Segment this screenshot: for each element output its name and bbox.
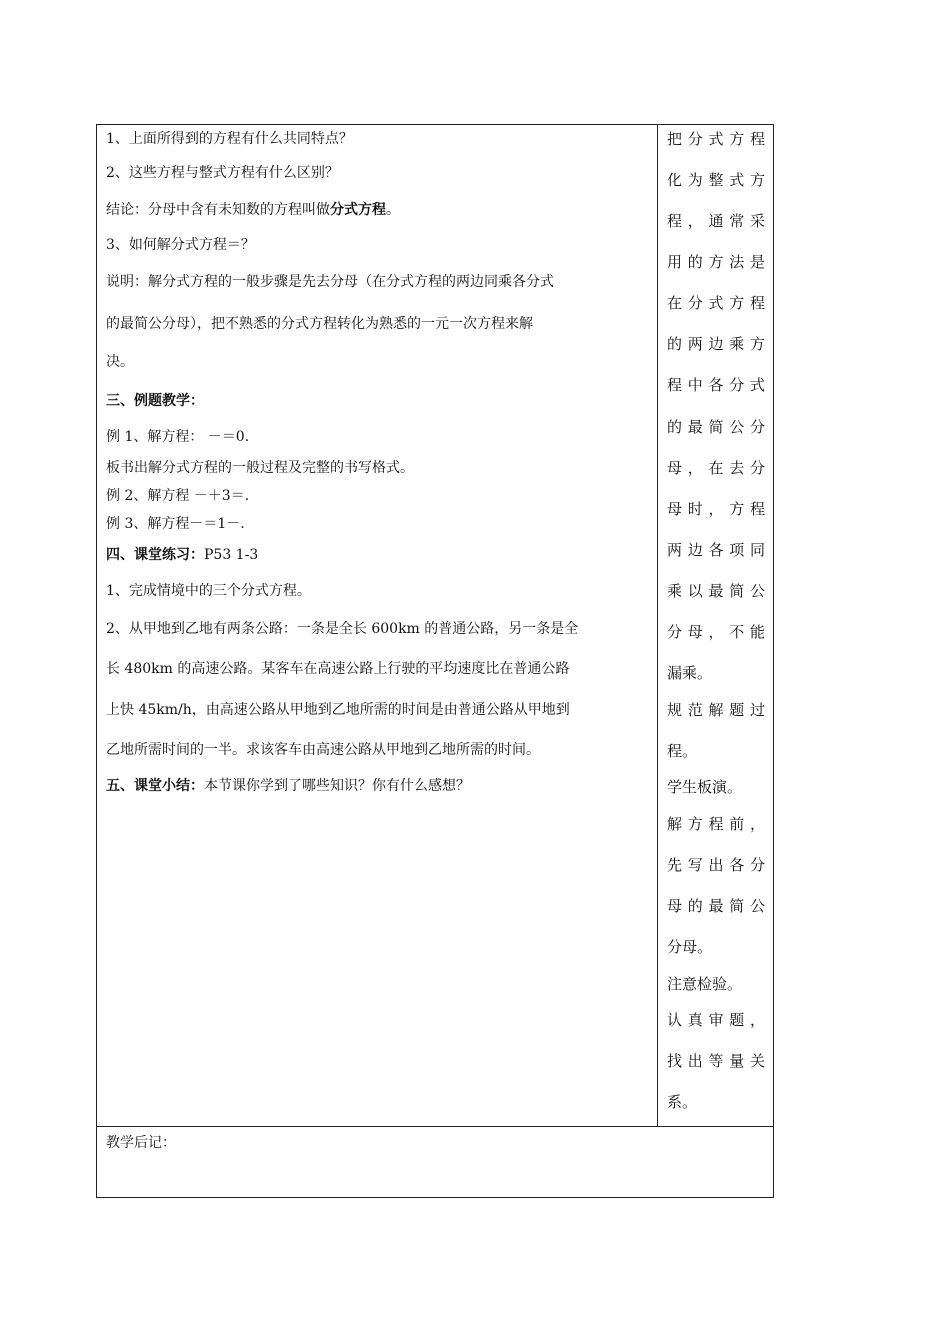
example-1: 例 1、解方程： －＝0. <box>106 429 250 445</box>
side-line: 程，通常采 <box>667 212 765 230</box>
side-line: 两边各项同 <box>667 541 765 559</box>
side-line: 把分式方程 <box>667 130 765 148</box>
side-line: 的两边乘方 <box>667 335 765 353</box>
section-5-heading: 五、课堂小结：本节课你学到了哪些知识？你有什么感想？ <box>106 778 470 794</box>
side-line: 先写出各分 <box>667 856 765 874</box>
side-line: 分母，不能 <box>667 623 765 641</box>
side-line: 母时，方程 <box>667 500 765 518</box>
question-2: 2、这些方程与整式方程有什么区别？ <box>106 165 339 181</box>
side-line: 在分式方程 <box>667 294 765 312</box>
section-4-heading: 四、课堂练习：P53 1-3 <box>106 547 259 563</box>
question-3: 3、如何解分式方程＝？ <box>106 237 255 253</box>
practice-2-line-2: 长 480km 的高速公路。某客车在高速公路上行驶的平均速度比在普通公路 <box>106 661 570 677</box>
side-line: 学生板演。 <box>667 778 743 796</box>
side-notes-cell <box>658 125 773 1126</box>
conclusion: 结论：分母中含有未知数的方程叫做分式方程。 <box>106 202 400 218</box>
side-line: 漏乘。 <box>667 664 713 682</box>
side-line: 程。 <box>667 742 698 760</box>
lesson-table <box>96 124 774 1198</box>
note-line-3: 决。 <box>106 354 134 370</box>
side-line: 找出等量关 <box>667 1052 765 1070</box>
side-line: 分母。 <box>667 938 713 956</box>
question-1: 1、上面所得到的方程有什么共同特点？ <box>106 131 353 147</box>
section-3-heading: 三、例题教学： <box>106 393 204 409</box>
side-line: 系。 <box>667 1093 698 1111</box>
side-line: 母，在去分 <box>667 459 765 477</box>
practice-2-line-3: 上快 45km/h，由高速公路从甲地到乙地所需的时间是由普通公路从甲地到 <box>106 702 570 718</box>
example-1-note: 板书出解分式方程的一般过程及完整的书写格式。 <box>106 460 414 476</box>
side-line: 认真审题， <box>667 1011 765 1029</box>
side-line: 程中各分式 <box>667 376 765 394</box>
side-line: 用的方法是 <box>667 253 765 271</box>
example-3: 例 3、解方程－＝1－. <box>106 516 245 532</box>
teaching-reflection-label: 教学后记： <box>106 1135 176 1151</box>
side-line: 解方程前， <box>667 815 765 833</box>
side-line: 化为整式方 <box>667 171 765 189</box>
main-content-cell <box>97 125 658 1126</box>
note-line-2: 的最简公分母），把不熟悉的分式方程转化为熟悉的一元一次方程来解 <box>106 316 533 332</box>
teaching-reflection-cell <box>97 1126 773 1197</box>
side-line: 规范解题过 <box>667 701 765 719</box>
side-line: 的最简公分 <box>667 418 765 436</box>
side-line: 注意检验。 <box>667 975 743 993</box>
side-line: 乘以最简公 <box>667 582 765 600</box>
example-2: 例 2、解方程 －＋3＝. <box>106 488 250 504</box>
practice-2-line-1: 2、从甲地到乙地有两条公路：一条是全长 600km 的普通公路，另一条是全 <box>106 621 579 637</box>
practice-2-line-4: 乙地所需时间的一半。求该客车由高速公路从甲地到乙地所需的时间。 <box>106 742 540 758</box>
note-line-1: 说明：解分式方程的一般步骤是先去分母（在分式方程的两边同乘各分式 <box>106 274 554 290</box>
practice-1: 1、完成情境中的三个分式方程。 <box>106 583 311 599</box>
side-line: 母的最简公 <box>667 897 765 915</box>
